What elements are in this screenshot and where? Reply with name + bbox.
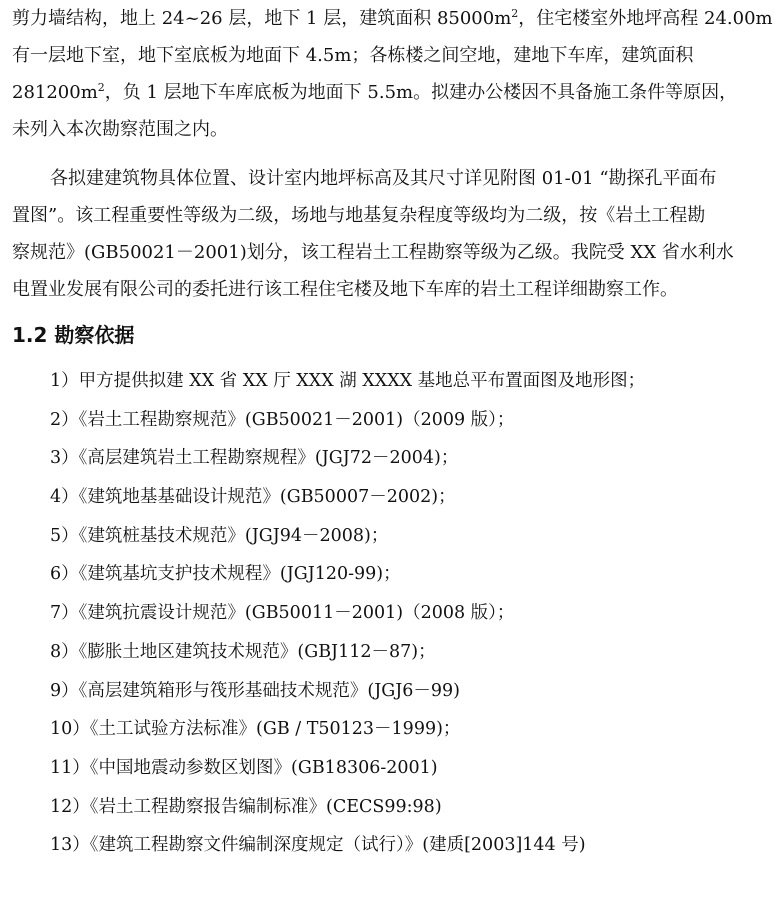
list-item: 10）《土工试验方法标准》(GB / T50123－1999)； [50,719,461,740]
list-item: 1）甲方提供拟建 XX 省 XX 厅 XXX 湖 XXXX 基地总平布置面图及地形图； [50,371,646,391]
section-heading: 1.2 勘察依据 [12,323,135,347]
list-item: 7）《建筑抗震设计规范》(GB50011－2001)（2008 版）； [50,603,515,624]
list-item: 5）《建筑桩基技术规范》(JGJ94－2008)； [50,525,389,546]
paragraph-line: 电置业发展有限公司的委托进行该工程住宅楼及地下车库的岩土工程详细勘察工作。 [12,279,678,300]
list-item: 9）《高层建筑箱形与筏形基础技术规范》(JGJ6－99) [50,680,460,701]
paragraph-line: 未列入本次勘察范围之内。 [12,119,228,140]
list-item: 2）《岩土工程勘察规范》(GB50021－2001)（2009 版）； [50,409,515,430]
list-item: 11）《中国地震动参数区划图》(GB18306-2001) [50,757,438,778]
paragraph-project-overview [12,0,780,148]
paragraph-line: 置图”。该工程重要性等级为二级，场地与地基复杂程度等级均为二级，按《岩土工程勘 [12,205,706,226]
paragraph-line: 有一层地下室，地下室底板为地面下 4.5m；各栋楼之间空地，建地下车库，建筑面积 [12,45,694,66]
paragraph-line: 剪力墙结构，地上 24~26 层，地下 1 层，建筑面积 $85000m^2$，住宅楼室外地坪高程 24.00m [12,7,773,29]
paragraph-line: $281200m^2$，负 1 层地下车库底板为地面下 5.5m。拟建办公楼因不具备施工条件等原因， [12,81,738,103]
basis-list [50,362,645,865]
list-item: 12）《岩土工程勘察报告编制标准》(CECS99:98) [50,796,442,817]
list-item: 13）《建筑工程勘察文件编制深度规定（试行）》(建质[2003]144 号) [50,835,586,856]
list-item: 8）《膨胀土地区建筑技术规范》(GBJ112－87)； [50,641,436,662]
paragraph-line: 各拟建建筑物具体位置、设计室内地坪标高及其尺寸详见附图 01-01 “勘探孔平面布 [50,168,717,189]
paragraph-line: 察规范》(GB50021－2001)划分，该工程岩土工程勘察等级为乙级。我院受 XX 省水利水 [12,242,734,263]
list-item: 4）《建筑地基基础设计规范》(GB50007－2002)； [50,487,456,508]
list-item: 3）《高层建筑岩土工程勘察规程》(JGJ72－2004)； [50,448,459,469]
superscript: 2 [511,7,519,20]
list-item: 6）《建筑基坑支护技术规程》(JGJ120-99)； [50,564,401,585]
superscript: 2 [97,81,105,94]
paragraph-survey-grade [12,160,780,308]
